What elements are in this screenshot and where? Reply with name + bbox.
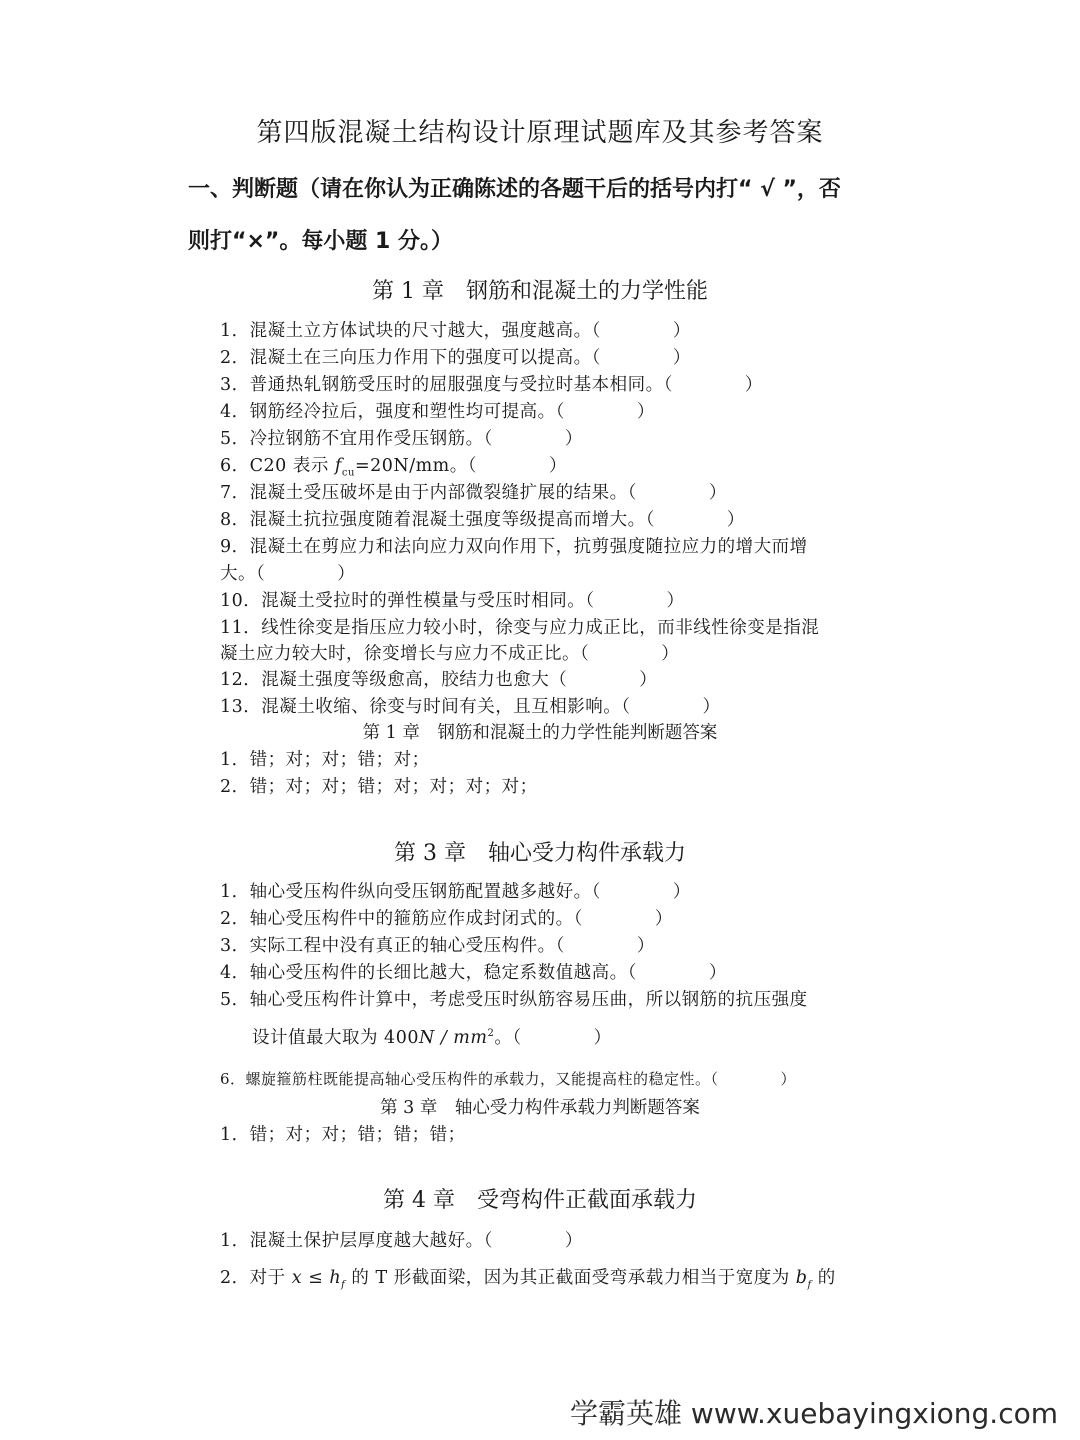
ch1-q6-subscript: cu (341, 467, 355, 479)
ch3-answer-heading: 第 3 章 轴心受力构件承载力判断题答案 (380, 1098, 700, 1118)
ch1-question-2: 2．混凝土在三向压力作用下的强度可以提高。（ ） (220, 348, 691, 368)
ch1-q6-prefix: 6．C20 表示 (220, 456, 335, 476)
ch1-question-9-line1: 9．混凝土在剪应力和法向应力双向作用下，抗剪强度随拉应力的增大而增 (220, 537, 808, 557)
ch1-answer-heading: 第 1 章 钢筋和混凝土的力学性能判断题答案 (362, 723, 718, 743)
ch1-question-9-line2: 大。（ ） (220, 564, 356, 584)
ch1-question-10: 10．混凝土受拉时的弹性模量与受压时相同。（ ） (220, 591, 685, 611)
ch1-question-4: 4．钢筋经冷拉后，强度和塑性均可提高。（ ） (220, 402, 655, 422)
ch1-answer-1: 1．错；对；对；错；对； (220, 750, 430, 770)
chapter-1-heading: 第 1 章 钢筋和混凝土的力学性能 (372, 279, 708, 304)
ch4-q2-condition: x ≤ h (291, 1268, 342, 1288)
ch1-question-11-line1: 11．线性徐变是指压应力较小时，徐变与应力成正比，而非线性徐变是指混 (220, 618, 820, 638)
ch1-question-3: 3．普通热轧钢筋受压时的屈服强度与受拉时基本相同。（ ） (220, 375, 763, 395)
ch3-question-6: 6．螺旋箍筋柱既能提高轴心受压构件的承载力，又能提高柱的稳定性。（ ） (220, 1070, 797, 1088)
ch4-q2-prefix: 2．对于 (220, 1268, 292, 1288)
ch4-q2-suffix: 的 (811, 1268, 836, 1288)
ch4-question-1: 1．混凝土保护层厚度越大越好。（ ） (220, 1231, 583, 1251)
ch4-question-2 (220, 1264, 836, 1291)
ch3-question-2: 2．轴心受压构件中的箍筋应作成封闭式的。（ ） (220, 909, 673, 929)
ch4-q2-condition-subscript: f (341, 1279, 346, 1291)
chapter-4-heading: 第 4 章 受弯构件正截面承载力 (383, 1188, 697, 1213)
ch3-question-4: 4．轴心受压构件的长细比越大，稳定系数值越高。（ ） (220, 963, 727, 983)
ch3-question-5-line2 (252, 1024, 612, 1049)
ch4-q2-width-symbol: b (795, 1268, 808, 1288)
ch3-q5-prefix: 设计值最大取为 400 (252, 1028, 419, 1048)
ch3-question-3: 3．实际工程中没有真正的轴心受压构件。（ ） (220, 936, 655, 956)
ch1-question-5: 5．冷拉钢筋不宜用作受压钢筋。（ ） (220, 429, 583, 449)
ch1-question-8: 8．混凝土抗拉强度随着混凝土强度等级提高而增大。（ ） (220, 510, 745, 530)
footer-watermark: 学霸英雄 www.xuebayingxiong.com (570, 1397, 1058, 1430)
ch1-question-13: 13．混凝土收缩、徐变与时间有关，且互相影响。（ ） (220, 697, 721, 717)
ch3-q5-suffix: 。（ ） (494, 1028, 612, 1048)
ch1-q6-suffix: =20N/mm。（ ） (354, 456, 568, 476)
ch3-answer-1: 1．错；对；对；错；错；错； (220, 1125, 466, 1145)
ch1-question-11-line2: 凝土应力较大时，徐变增长与应力不成正比。（ ） (220, 644, 680, 664)
section-heading-line1: 一、判断题（请在你认为正确陈述的各题干后的括号内打“ √ ”，否 (188, 177, 841, 202)
ch1-question-1: 1．混凝土立方体试块的尺寸越大，强度越高。（ ） (220, 321, 691, 341)
ch1-question-7: 7．混凝土受压破坏是由于内部微裂缝扩展的结果。（ ） (220, 483, 727, 503)
ch3-question-5-line1: 5．轴心受压构件计算中，考虑受压时纵筋容易压曲，所以钢筋的抗压强度 (220, 990, 808, 1010)
chapter-3-heading: 第 3 章 轴心受力构件承载力 (394, 841, 686, 866)
ch4-q2-width-subscript: f (807, 1279, 812, 1291)
page-title: 第四版混凝土结构设计原理试题库及其参考答案 (256, 118, 824, 148)
section-heading-line2: 则打“×”。每小题 1 分。） (188, 229, 453, 254)
ch1-q6-symbol: f (334, 456, 342, 476)
ch3-q5-unit: N / mm (418, 1028, 488, 1048)
ch1-question-12: 12．混凝土强度等级愈高，胶结力也愈大（ ） (220, 670, 658, 690)
ch1-question-6 (220, 452, 567, 479)
ch4-q2-middle: 的 T 形截面梁，因为其正截面受弯承载力相当于宽度为 (345, 1268, 796, 1288)
ch3-q5-superscript: 2 (487, 1028, 495, 1040)
ch3-question-1: 1．轴心受压构件纵向受压钢筋配置越多越好。（ ） (220, 882, 691, 902)
ch1-answer-2: 2．错；对；对；错；对；对；对；对； (220, 777, 538, 797)
